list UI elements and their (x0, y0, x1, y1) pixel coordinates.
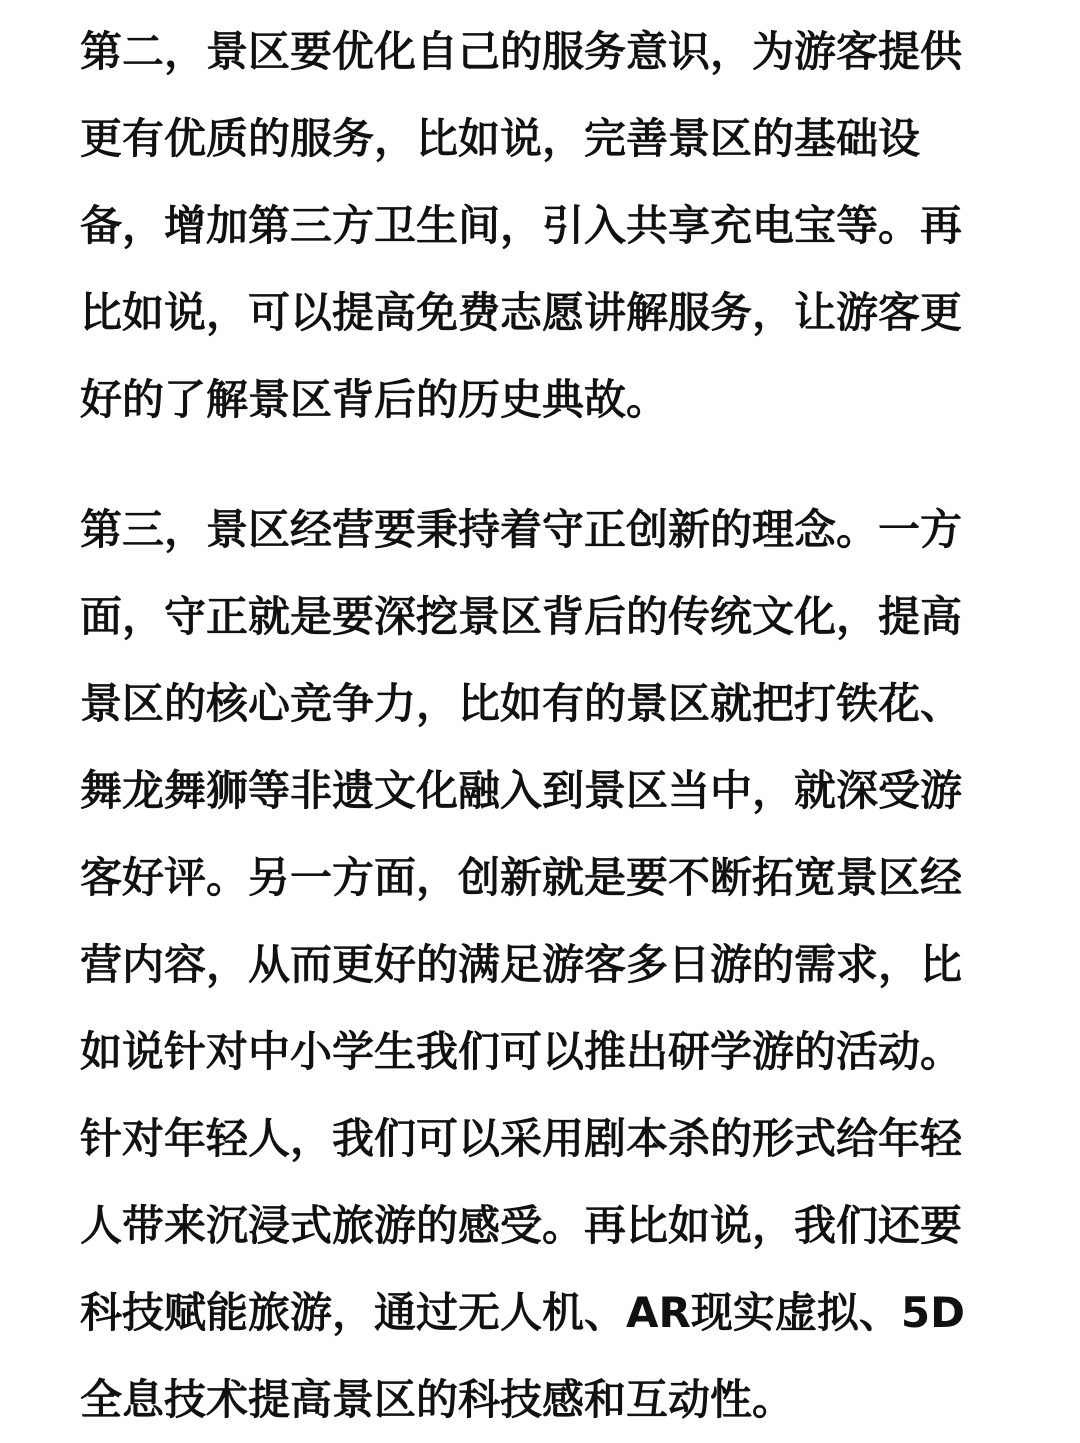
text-line: 比如说，可以提高免费志愿讲解服务，让游客更 (80, 288, 963, 337)
text-line: 第二，景区要优化自己的服务意识，为游客提供 (80, 27, 963, 76)
text-line: 好的了解景区背后的历史典故。 (80, 375, 669, 424)
paragraph-service (80, 8, 1010, 443)
text-line: 针对年轻人，我们可以采用剧本杀的形式给年轻 (80, 1114, 963, 1163)
text-line: 面，守正就是要深挖景区背后的传统文化，提高 (80, 592, 963, 641)
text-line: 人带来沉浸式旅游的感受。再比如说，我们还要 (80, 1201, 963, 1250)
text-line: 科技赋能旅游，通过无人机、AR现实虚拟、5D (80, 1288, 965, 1337)
text-line: 第三，景区经营要秉持着守正创新的理念。一方 (80, 505, 963, 554)
text-line: 营内容，从而更好的满足游客多日游的需求，比 (80, 940, 963, 989)
text-line: 如说针对中小学生我们可以推出研学游的活动。 (80, 1027, 963, 1076)
text-line: 全息技术提高景区的科技感和互动性。 (80, 1375, 795, 1424)
text-line: 舞龙舞狮等非遗文化融入到景区当中，就深受游 (80, 766, 963, 815)
text-line: 客好评。另一方面，创新就是要不断拓宽景区经 (80, 853, 963, 902)
text-line: 更有优质的服务，比如说，完善景区的基础设 (80, 114, 921, 163)
article-body (80, 8, 1010, 1443)
paragraph-innovation (80, 486, 1010, 1443)
text-line: 景区的核心竞争力，比如有的景区就把打铁花、 (80, 679, 963, 728)
text-line: 备，增加第三方卫生间，引入共享充电宝等。再 (80, 201, 963, 250)
paragraph-spacer (80, 443, 1010, 486)
